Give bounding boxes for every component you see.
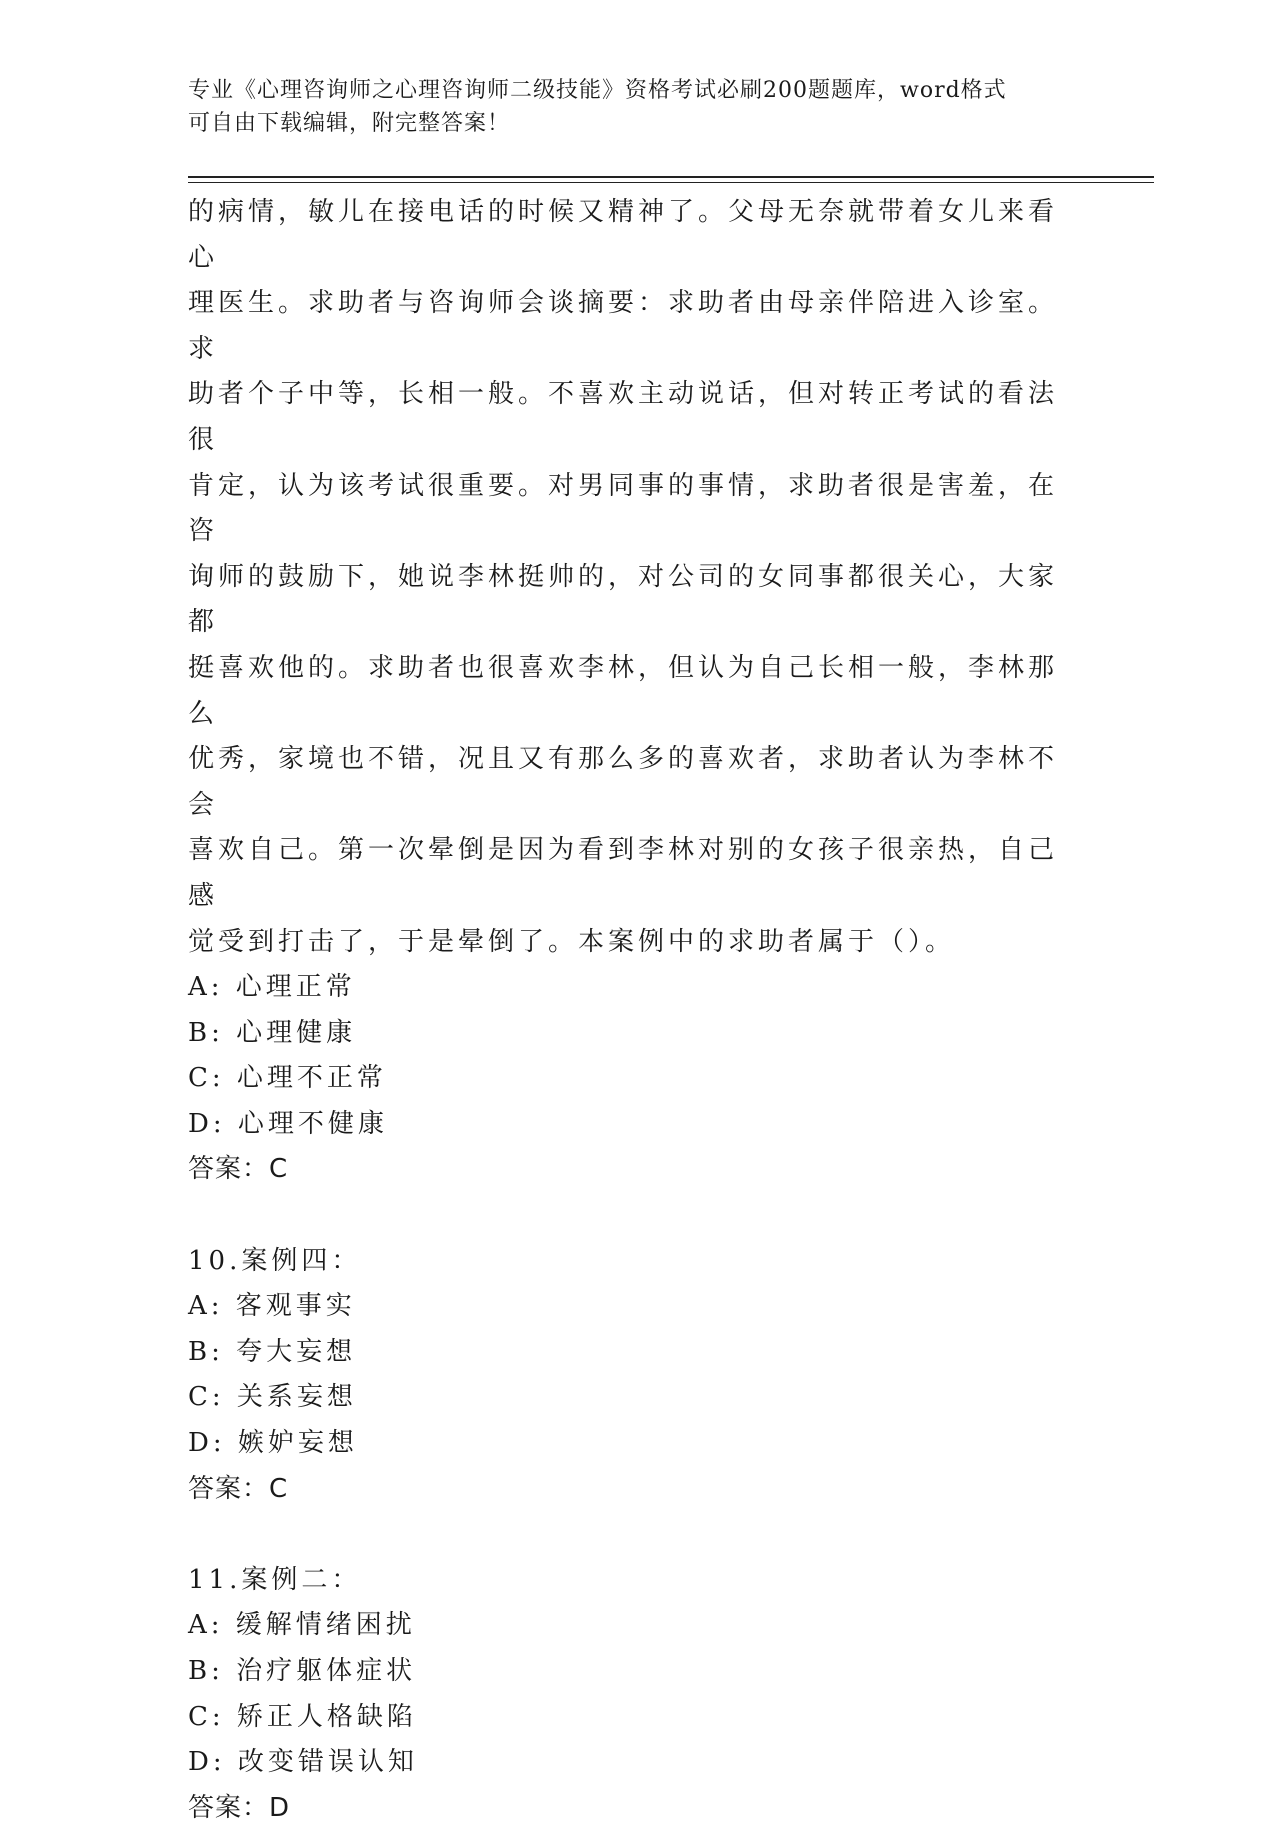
header-line-2: 可自由下载编辑，附完整答案！ [188, 111, 511, 136]
question-title: 10.案例四： [188, 1245, 362, 1276]
option-b: B: 夸大妄想 [188, 1336, 357, 1367]
question-10 [188, 1239, 1068, 1513]
header-rule-thick [188, 176, 1154, 178]
question-stem-line: 肯定，认为该考试很重要。对男同事的事情，求助者很是害羞，在咨 [188, 470, 1059, 547]
option-a: A: 客观事实 [188, 1291, 356, 1322]
option-c: C: 矫正人格缺陷 [188, 1701, 417, 1732]
question-stem-line: 助者个子中等，长相一般。不喜欢主动说话，但对转正考试的看法很 [188, 379, 1059, 455]
header-rule-thin [188, 182, 1154, 183]
answer: 答案：C [188, 1473, 289, 1504]
question-stem-line: 理医生。求助者与咨询师会谈摘要：求助者由母亲伴陪进入诊室。求 [188, 288, 1059, 364]
question-title: 11.案例二： [188, 1564, 362, 1595]
question-stem-line: 的病情，敏儿在接电话的时候又精神了。父母无奈就带着女儿来看心 [188, 197, 1059, 273]
option-a: A: 心理正常 [188, 972, 356, 1003]
question-9 [188, 190, 1068, 1193]
question-stem-line: 挺喜欢他的。求助者也很喜欢李林，但认为自己长相一般，李林那么 [188, 652, 1059, 729]
answer: 答案：D [188, 1792, 291, 1823]
option-b: B: 治疗躯体症状 [188, 1656, 417, 1686]
question-11 [188, 1558, 1068, 1831]
question-stem-line: 优秀，家境也不错，况且又有那么多的喜欢者，求助者认为李林不会 [188, 744, 1059, 820]
answer: 答案：C [188, 1154, 289, 1185]
document-header [188, 74, 1068, 140]
question-stem-line: 喜欢自己。第一次晕倒是因为看到李林对别的女孩子很亲热，自己感 [188, 835, 1059, 911]
spacer [188, 1512, 1068, 1558]
option-d: D: 改变错误认知 [188, 1747, 418, 1778]
question-stem-line: 询师的鼓励下，她说李林挺帅的，对公司的女同事都很关心，大家都 [188, 561, 1059, 638]
document-body [188, 190, 1068, 1831]
header-line-1: 专业《心理咨询师之心理咨询师二级技能》资格考试必刷200题题库，word格式 [188, 78, 1007, 103]
option-d: D: 嫉妒妄想 [188, 1428, 358, 1459]
spacer [188, 1193, 1068, 1239]
option-d: D: 心理不健康 [188, 1108, 388, 1139]
option-b: B: 心理健康 [188, 1017, 357, 1048]
option-a: A: 缓解情绪困扰 [188, 1610, 416, 1641]
option-c: C: 心理不正常 [188, 1063, 387, 1094]
option-c: C: 关系妄想 [188, 1382, 357, 1413]
question-stem-line: 觉受到打击了，于是晕倒了。本案例中的求助者属于（）。 [188, 926, 956, 957]
